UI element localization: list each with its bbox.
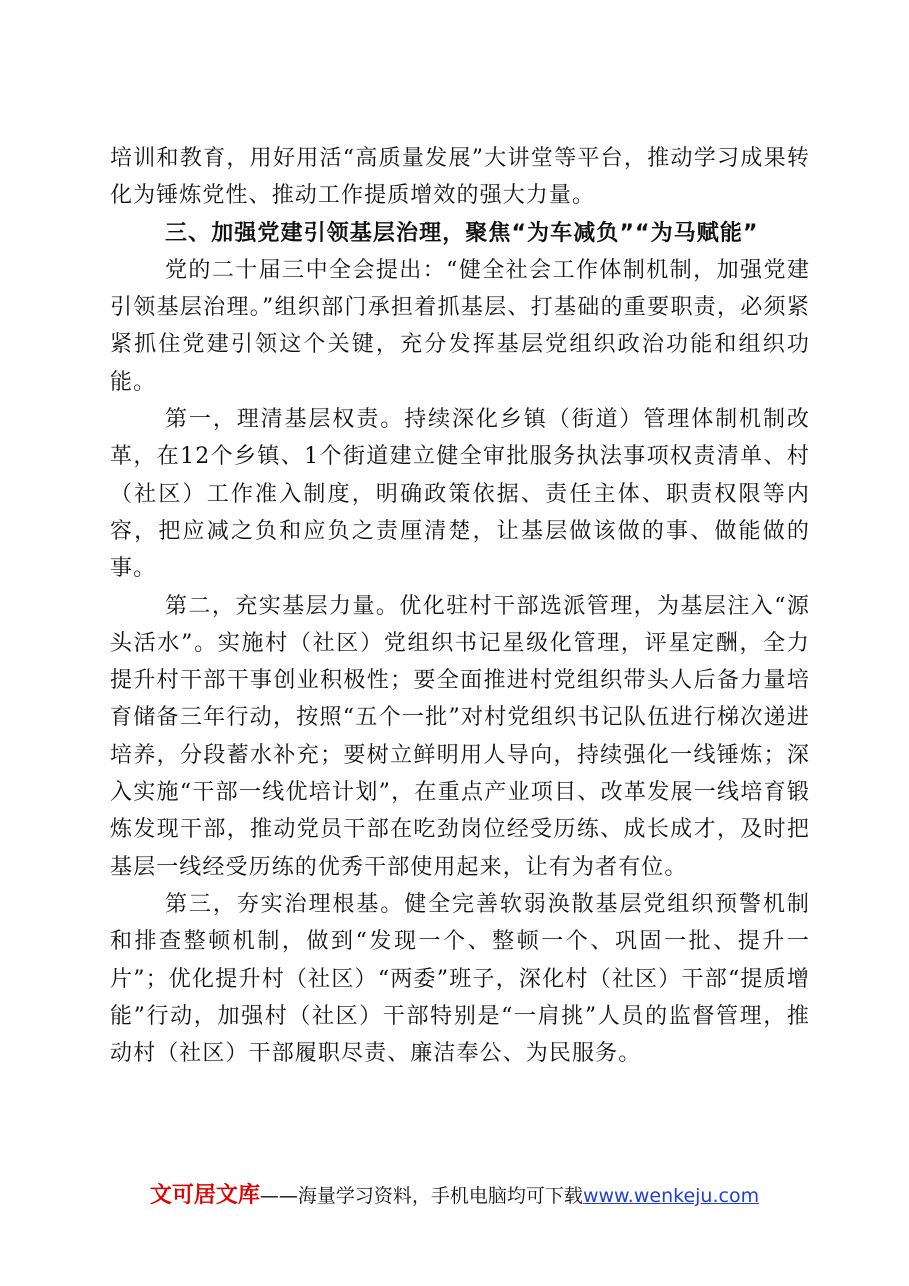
paragraph-first: 第一，理清基层权责。持续深化乡镇（街道）管理体制机制改革，在12个乡镇、1个街道建立健全审批服务执法事项权责清单、村（社区）工作准入制度，明确政策依据、责任主体、职责权限等内容，把应减之负和应负之责厘清楚，让基层做该做的事、做能做的事。 <box>110 407 810 582</box>
document-body <box>110 140 810 1072</box>
paragraph-intro: 党的二十届三中全会提出：“健全社会工作体制机制，加强党建引领基层治理。”组织部门承担着抓基层、打基础的重要职责，必须紧紧抓住党建引领这个关键，充分发挥基层党组织政治功能和组织功能。 <box>110 257 810 395</box>
paragraph-second: 第二，充实基层力量。优化驻村干部选派管理，为基层注入“源头活水”。实施村（社区）党组织书记星级化管理，评星定酬，全力提升村干部干事创业积极性；要全面推进村党组织带头人后备力量培育储备三年行动，按照“五个一批”对村党组织书记队伍进行梯次递进培养，分段蓄水补充；要树立鲜明用人导向，持续强化一线锤炼；深入实施“干部一线优培计划”，在重点产业项目、改革发展一线培育锻炼发现干部，推动党员干部在吃劲岗位经受历练、成长成才，及时把基层一线经受历练的优秀干部使用起来，让有为者有位。 <box>110 593 810 880</box>
section-heading: 三、加强党建引领基层治理，聚焦“为车减负”“为马赋能” <box>165 220 759 246</box>
footer-brand: 文可居文库 <box>149 1183 260 1208</box>
footer-tagline: ——海量学习资料，手机电脑均可下载 <box>259 1185 583 1207</box>
paragraph-third: 第三，夯实治理根基。健全完善软弱涣散基层党组织预警机制和排查整顿机制，做到“发现一个、整顿一个、巩固一批、提升一片”；优化提升村（社区）“两委”班子，深化村（社区）干部“提质增能”行动，加强村（社区）干部特别是“一肩挑”人员的监督管理，推动村（社区）干部履职尽责、廉洁奉公、为民服务。 <box>110 891 810 1067</box>
footer-url-link[interactable]: www.wenkeju.com <box>582 1185 760 1207</box>
paragraph-continuation: 培训和教育，用好用活“高质量发展”大讲堂等平台，推动学习成果转化为锤炼党性、推动工作提质增效的强大力量。 <box>110 146 810 209</box>
footer-banner <box>0 1180 909 1212</box>
